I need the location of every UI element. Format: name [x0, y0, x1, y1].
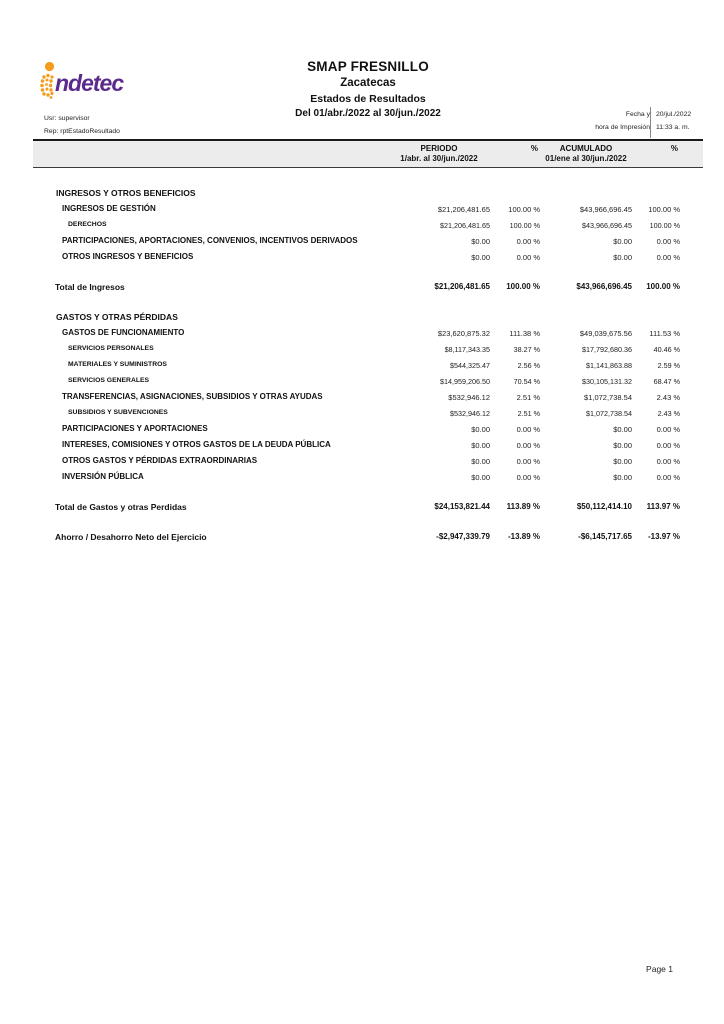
cell-acumulado-amount: $1,141,863.88	[586, 360, 632, 370]
cell-periodo-amount: $0.00	[471, 472, 490, 482]
cell-periodo-pct: 2.56 %	[517, 360, 540, 370]
meta-left	[44, 112, 120, 138]
row-label	[33, 205, 388, 213]
row-label-text: OTROS GASTOS Y PÉRDIDAS EXTRAORDINARIAS	[62, 456, 258, 465]
row-label	[33, 283, 388, 292]
print-label-line2: hora de Impresión	[595, 124, 650, 131]
table-row	[33, 337, 703, 353]
print-info-labels	[595, 108, 650, 134]
cell-acumulado-pct: -13.97 %	[647, 532, 680, 541]
row-label-text: SERVICIOS GENERALES	[68, 377, 150, 385]
cell-periodo-amount: $8,117,343.35	[444, 344, 490, 354]
cell-acumulado-amount: $1,072,738.54	[584, 392, 632, 402]
cell-periodo-pct: 111.38 %	[509, 328, 540, 338]
row-label	[33, 393, 388, 401]
row-label	[33, 362, 388, 369]
cell-acumulado-amount: $43,966,696.45	[579, 204, 632, 214]
row-label	[33, 378, 388, 385]
row-label-text: Ahorro / Desahorro Neto del Ejercicio	[55, 531, 207, 542]
cell-acumulado-pct: 111.53 %	[649, 328, 680, 338]
cell-acumulado-amount: $0.00	[613, 424, 632, 434]
row-label	[33, 473, 388, 481]
cell-periodo-amount: -$2,947,339.79	[436, 532, 490, 541]
table-row	[33, 465, 703, 481]
row-label-text: TRANSFERENCIAS, ASIGNACIONES, SUBSIDIOS Y OTRAS AYUDAS	[62, 392, 323, 401]
row-label-text: DERECHOS	[68, 221, 107, 229]
cell-periodo-amount: $532,946.12	[448, 392, 490, 402]
cell-periodo-pct: 2.51 %	[517, 408, 540, 418]
row-label	[33, 237, 388, 245]
row-label	[33, 329, 388, 337]
cell-acumulado-amount: $0.00	[613, 252, 632, 262]
cell-periodo-pct: 70.54 %	[513, 376, 540, 386]
print-date: 20/jul./2022	[656, 111, 692, 118]
cell-acumulado-amount: $0.00	[613, 440, 632, 450]
entity-title: SMAP FRESNILLO	[307, 59, 429, 74]
cell-acumulado-pct: 2.59 %	[657, 360, 680, 370]
row-label	[33, 441, 388, 449]
cell-periodo-amount: $21,206,481.65	[434, 282, 490, 291]
col-header-acumulado: ACUMULADO	[559, 144, 613, 153]
cell-acumulado-pct: 2.43 %	[657, 408, 680, 418]
cell-periodo-pct: 100.00 %	[506, 282, 540, 291]
page-number: Page 1	[646, 964, 673, 974]
row-label-text: PARTICIPACIONES Y APORTACIONES	[62, 424, 208, 433]
table-row	[33, 494, 703, 511]
row-label-text: INGRESOS Y OTROS BENEFICIOS	[56, 187, 196, 198]
cell-acumulado-pct: 2.43 %	[656, 392, 680, 402]
row-label	[33, 457, 388, 465]
logo-wordmark: ndetec	[55, 70, 124, 96]
cell-periodo-amount: $23,620,875.32	[437, 328, 490, 338]
table-row	[33, 321, 703, 337]
cell-periodo-amount: $0.00	[471, 456, 490, 466]
table-row	[33, 369, 703, 385]
row-label	[33, 313, 388, 322]
row-label	[33, 425, 388, 433]
row-label	[33, 503, 388, 512]
cell-periodo-pct: -13.89 %	[507, 532, 540, 541]
col-subheader-periodo-range: 1/abr. al 30/jun./2022	[400, 154, 478, 163]
cell-periodo-amount: $21,206,481.65	[440, 220, 490, 230]
row-label-text: OTROS INGRESOS Y BENEFICIOS	[62, 252, 194, 261]
col-header-periodo: PERIODO	[420, 144, 458, 153]
cell-periodo-amount: $21,206,481.65	[437, 204, 490, 214]
cell-acumulado-pct: 0.00 %	[656, 440, 680, 450]
cell-periodo-amount: $0.00	[471, 236, 490, 246]
row-label-text: GASTOS DE FUNCIONAMIENTO	[62, 328, 185, 337]
cell-acumulado-pct: 0.00 %	[656, 472, 680, 482]
row-label-text: Total de Ingresos	[55, 281, 125, 292]
row-label	[33, 346, 388, 353]
entity-state: Zacatecas	[340, 76, 396, 89]
cell-periodo-pct: 100.00 %	[508, 204, 540, 214]
user-label: Usr: supervisor	[44, 115, 90, 122]
print-info-divider	[650, 107, 651, 138]
cell-acumulado-amount: $1,072,738.54	[586, 408, 632, 418]
results-table	[33, 139, 703, 541]
col-header-pct2: %	[670, 144, 678, 153]
cell-acumulado-pct: 113.97 %	[646, 502, 680, 511]
cell-periodo-pct: 0.00 %	[516, 252, 540, 262]
cell-periodo-pct: 113.89 %	[506, 502, 540, 511]
row-spacer	[33, 291, 703, 304]
row-label-text: INGRESOS DE GESTIÓN	[62, 204, 156, 213]
cell-acumulado-pct: 0.00 %	[656, 236, 680, 246]
row-spacer	[33, 511, 703, 524]
column-header-band	[33, 139, 703, 168]
cell-periodo-pct: 0.00 %	[516, 236, 540, 246]
cell-acumulado-amount: $0.00	[613, 456, 632, 466]
cell-periodo-pct: 2.51 %	[516, 392, 540, 402]
cell-acumulado-amount: $50,112,414.10	[576, 502, 632, 511]
table-row	[33, 353, 703, 369]
cell-periodo-amount: $14,959,206.50	[440, 376, 490, 386]
row-spacer	[33, 261, 703, 274]
table-row	[33, 524, 703, 541]
print-label-line1: Fecha y	[625, 111, 650, 118]
table-row	[33, 401, 703, 417]
cell-acumulado-pct: 40.46 %	[653, 344, 680, 354]
cell-acumulado-amount: $30,105,131.32	[582, 376, 632, 386]
row-spacer	[33, 481, 703, 494]
row-label-text: GASTOS Y OTRAS PÉRDIDAS	[56, 311, 178, 322]
cell-periodo-amount: $0.00	[471, 252, 490, 262]
table-row	[33, 180, 703, 197]
cell-periodo-pct: 100.00 %	[509, 220, 540, 230]
cell-acumulado-pct: 0.00 %	[656, 252, 680, 262]
print-time: 11:33 a. m.	[656, 124, 690, 131]
cell-periodo-amount: $532,946.12	[450, 408, 490, 418]
row-label	[33, 189, 388, 198]
col-header-pct1: %	[530, 144, 538, 153]
print-info-values	[656, 108, 691, 134]
cell-acumulado-pct: 100.00 %	[646, 282, 680, 291]
table-body	[33, 168, 703, 541]
row-label	[33, 253, 388, 261]
cell-periodo-amount: $0.00	[471, 440, 490, 450]
cell-periodo-pct: 38.27 %	[513, 344, 540, 354]
cell-acumulado-amount: -$6,145,717.65	[578, 532, 632, 541]
table-row	[33, 385, 703, 401]
cell-acumulado-amount: $0.00	[613, 472, 632, 482]
cell-periodo-pct: 0.00 %	[516, 472, 540, 482]
table-row	[33, 449, 703, 465]
cell-acumulado-pct: 100.00 %	[648, 204, 680, 214]
row-label-text: SUBSIDIOS Y SUBVENCIONES	[68, 409, 168, 417]
cell-acumulado-amount: $43,966,696.45	[582, 220, 632, 230]
row-label-text: SERVICIOS PERSONALES	[68, 345, 154, 353]
row-label	[33, 533, 388, 542]
table-row	[33, 229, 703, 245]
cell-acumulado-pct: 0.00 %	[656, 424, 680, 434]
cell-acumulado-amount: $0.00	[613, 236, 632, 246]
cell-acumulado-pct: 0.00 %	[656, 456, 680, 466]
report-date-range: Del 01/abr./2022 al 30/jun./2022	[295, 107, 441, 119]
cell-periodo-pct: 0.00 %	[516, 440, 540, 450]
table-row	[33, 213, 703, 229]
table-row	[33, 274, 703, 291]
row-label-text: PARTICIPACIONES, APORTACIONES, CONVENIOS, INCENTIVOS DERIVADOS	[62, 237, 358, 245]
col-subheader-acumulado-range: 01/ene al 30/jun./2022	[545, 154, 627, 163]
cell-acumulado-amount: $49,039,675.56	[579, 328, 632, 338]
table-row	[33, 197, 703, 213]
cell-periodo-amount: $544,325.47	[450, 360, 490, 370]
row-label	[33, 410, 388, 417]
row-label-text: MATERIALES Y SUMINISTROS	[68, 361, 167, 369]
cell-acumulado-amount: $17,792,680.36	[582, 344, 632, 354]
table-row	[33, 245, 703, 261]
table-row	[33, 304, 703, 321]
row-label-text: INTERESES, COMISIONES Y OTROS GASTOS DE LA DEUDA PÚBLICA	[62, 440, 331, 449]
row-label-text: Total de Gastos y otras Perdidas	[55, 501, 187, 512]
row-label	[33, 222, 388, 229]
table-row	[33, 433, 703, 449]
cell-periodo-amount: $24,153,821.44	[434, 502, 490, 511]
cell-periodo-pct: 0.00 %	[516, 424, 540, 434]
cell-acumulado-pct: 100.00 %	[649, 220, 680, 230]
cell-periodo-pct: 0.00 %	[516, 456, 540, 466]
cell-periodo-amount: $0.00	[471, 424, 490, 434]
report-id-label: Rep: rptEstadoResultado	[44, 128, 120, 135]
cell-acumulado-amount: $43,966,696.45	[576, 282, 632, 291]
table-row	[33, 417, 703, 433]
cell-acumulado-pct: 68.47 %	[653, 376, 680, 386]
row-label-text: INVERSIÓN PÚBLICA	[62, 472, 144, 481]
report-name: Estados de Resultados	[310, 93, 426, 105]
